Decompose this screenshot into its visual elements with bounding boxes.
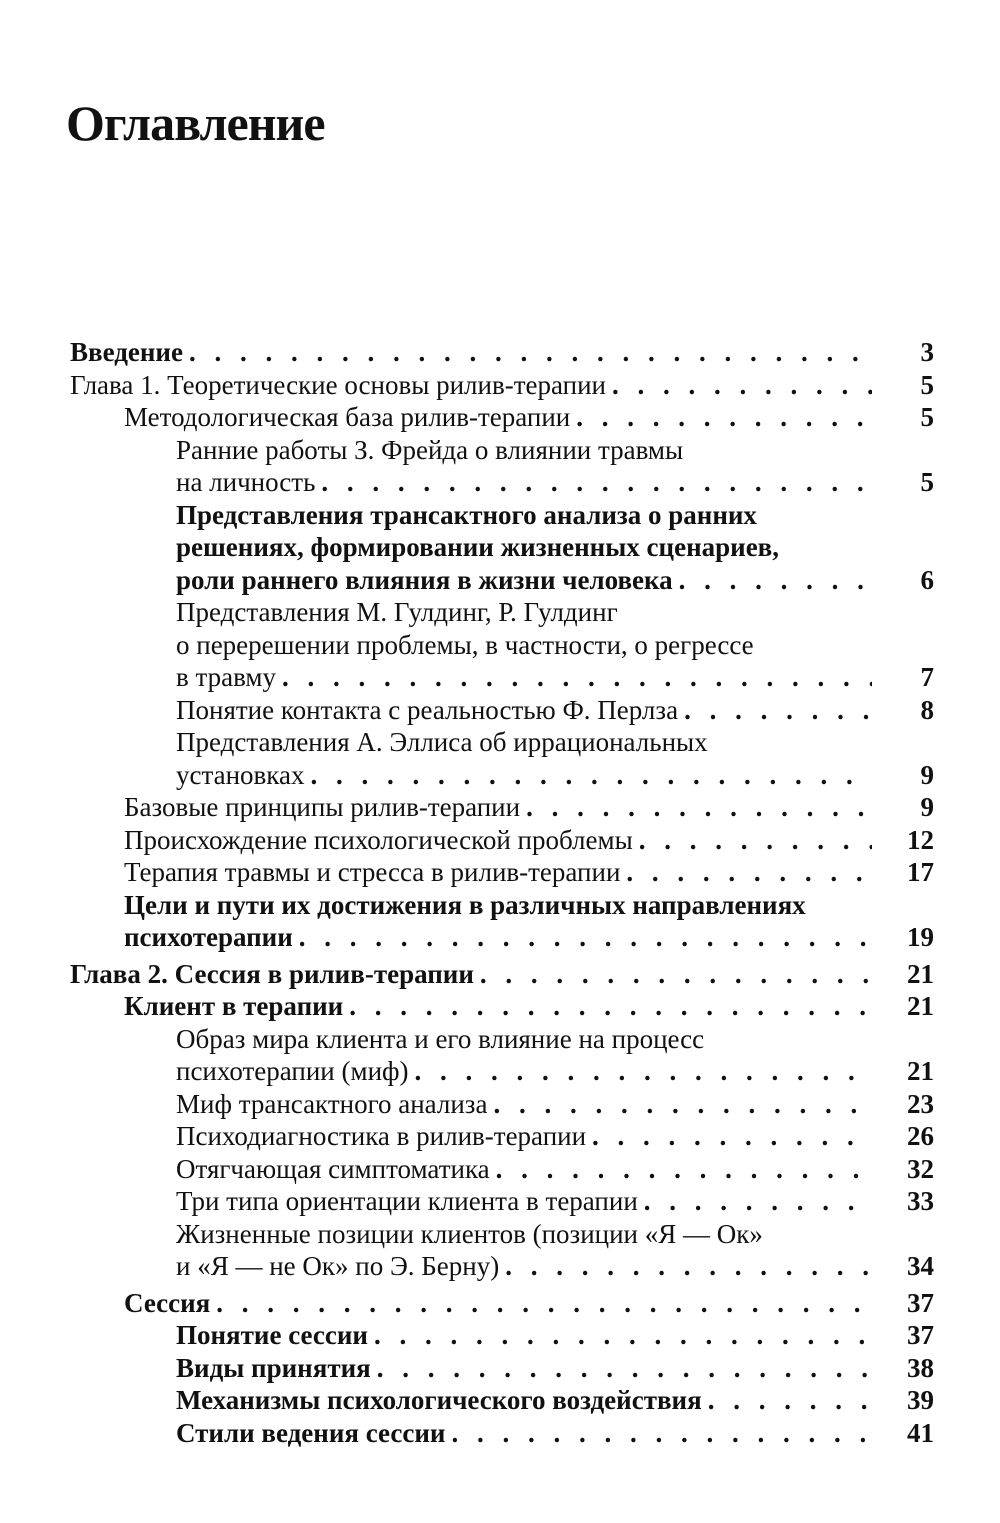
toc-entry-line: Глава 2. Сессия в рилив-терапии	[70, 958, 474, 989]
dot-leader	[377, 1352, 872, 1385]
dot-leader	[493, 1088, 872, 1121]
toc-entry-last-line	[176, 1153, 880, 1186]
toc-entry-line: решениях, формировании жизненных сценариев,	[176, 532, 780, 562]
toc-entry-line: Стили ведения сессии	[176, 1417, 446, 1448]
page-number: 5	[920, 467, 934, 497]
toc-entry-line: Представления М. Гулдинг, Р. Гулдинг	[176, 597, 618, 627]
toc-entry-line: Миф трансактного анализа	[176, 1088, 488, 1119]
dot-leader	[349, 990, 872, 1023]
toc-entry-line: Сессия	[124, 1287, 211, 1318]
toc-entry	[0, 694, 1000, 727]
toc-entry-line: Механизмы психологического воздействия	[176, 1385, 702, 1415]
page-number: 37	[907, 1320, 934, 1350]
toc-entry-last-line	[176, 466, 880, 499]
toc-entry	[0, 1218, 1000, 1283]
toc-entry-line: о перерешении проблемы, в частности, о регрессе	[176, 629, 754, 660]
toc-entry-last-line	[176, 1417, 880, 1450]
dot-leader	[189, 336, 872, 369]
toc-entry-line: Понятие контакта с реальностью Ф. Перлза	[176, 694, 679, 725]
toc-entry-line: Методологическая база рилив-терапии	[124, 402, 571, 432]
toc-entry-line: Представления А. Эллиса об иррациональных	[176, 727, 708, 757]
dot-leader	[374, 1319, 872, 1352]
toc-entry-last-line	[176, 1250, 880, 1283]
toc-entry	[0, 958, 1000, 991]
toc-entry-last-line	[124, 1287, 880, 1320]
toc-entry-last-line	[70, 958, 880, 991]
dot-leader	[282, 661, 872, 694]
page-number: 38	[907, 1352, 934, 1383]
toc-entry-last-line	[70, 369, 880, 402]
toc-entry	[0, 596, 1000, 694]
toc-entry	[0, 1384, 1000, 1417]
page-number: 39	[907, 1385, 934, 1415]
toc-entry	[0, 726, 1000, 791]
toc-entry-last-line	[124, 856, 880, 889]
toc-entry-line: Глава 1. Теоретические основы рилив-терапии	[70, 369, 606, 400]
page-number: 6	[920, 564, 934, 595]
page-number: 34	[907, 1251, 934, 1281]
toc-entry	[0, 1352, 1000, 1385]
toc-entry-last-line	[176, 1352, 880, 1385]
toc-entry-line: в травму	[176, 662, 276, 692]
toc-entry-line: Введение	[70, 337, 183, 367]
table-of-contents	[0, 336, 1000, 1449]
dot-leader	[576, 401, 872, 434]
toc-entry-last-line	[176, 1088, 880, 1121]
toc-entry-last-line	[176, 661, 880, 694]
toc-entry-last-line	[124, 921, 880, 954]
toc-entry-last-line	[124, 401, 880, 434]
toc-entry-last-line	[176, 1384, 880, 1417]
toc-entry	[0, 856, 1000, 889]
page-number: 33	[907, 1186, 934, 1216]
toc-entry-last-line	[176, 1120, 880, 1153]
toc-entry-last-line	[176, 1055, 880, 1088]
dot-leader	[299, 921, 872, 954]
toc-entry	[0, 1287, 1000, 1320]
toc-entry-line: Базовые принципы рилив-терапии	[124, 792, 521, 822]
dot-leader	[708, 1384, 872, 1417]
page-number: 32	[907, 1153, 934, 1184]
dot-leader	[496, 1153, 872, 1186]
toc-entry	[0, 336, 1000, 369]
dot-leader	[639, 824, 872, 857]
dot-leader	[626, 856, 872, 889]
toc-entry-line: Психодиагностика в рилив-терапии	[176, 1121, 587, 1151]
toc-entry	[0, 1088, 1000, 1121]
toc-entry-line: установках	[176, 759, 305, 790]
toc-entry-line: роли раннего влияния в жизни человека	[176, 564, 673, 595]
toc-entry-line: Клиент в терапии	[124, 991, 344, 1021]
toc-entry	[0, 824, 1000, 857]
toc-entry	[0, 1319, 1000, 1352]
toc-entry	[0, 791, 1000, 824]
page-number: 9	[920, 792, 934, 822]
toc-entry	[0, 1023, 1000, 1088]
page-number: 9	[920, 759, 934, 790]
dot-leader	[592, 1120, 872, 1153]
page-number: 3	[920, 337, 934, 367]
toc-entry-line: и «Я — не Ок» по Э. Берну)	[176, 1251, 500, 1281]
toc-entry	[0, 1153, 1000, 1186]
page-number: 19	[907, 922, 934, 952]
toc-entry-last-line	[124, 990, 880, 1023]
page-number: 8	[920, 694, 934, 725]
toc-entry	[0, 369, 1000, 402]
toc-entry-line: Образ мира клиента и его влияние на процесс	[176, 1023, 705, 1054]
page-number: 21	[907, 1056, 934, 1086]
dot-leader	[644, 1185, 872, 1218]
toc-entry-line: Виды принятия	[176, 1352, 371, 1383]
toc-entry	[0, 434, 1000, 499]
toc-entry-last-line	[70, 336, 880, 369]
toc-entry-line: психотерапии	[124, 922, 293, 952]
toc-entry	[0, 1185, 1000, 1218]
dot-leader	[684, 694, 872, 727]
toc-entry	[0, 990, 1000, 1023]
toc-entry-line: на личность	[176, 467, 316, 497]
toc-entry-last-line	[176, 759, 880, 792]
toc-entry	[0, 401, 1000, 434]
page-number: 12	[907, 824, 934, 855]
page-number: 5	[920, 402, 934, 432]
toc-entry-line: Понятие сессии	[176, 1320, 368, 1350]
dot-leader	[526, 791, 872, 824]
toc-entry-last-line	[176, 1319, 880, 1352]
toc-entry-line: Ранние работы З. Фрейда о влиянии травмы	[176, 434, 684, 465]
toc-entry	[0, 1120, 1000, 1153]
page-number: 37	[907, 1287, 934, 1318]
toc-entry-last-line	[124, 824, 880, 857]
page-number: 21	[907, 991, 934, 1021]
page-number: 17	[907, 857, 934, 887]
toc-entry-line: Отягчающая симптоматика	[176, 1153, 490, 1184]
toc-entry-line: Три типа ориентации клиента в терапии	[176, 1186, 638, 1216]
toc-entry-line: Терапия травмы и стресса в рилив-терапии	[124, 857, 621, 887]
toc-entry-last-line	[124, 791, 880, 824]
page-number: 21	[907, 958, 934, 989]
page-number: 26	[907, 1121, 934, 1151]
page-number: 7	[920, 662, 934, 692]
toc-entry	[0, 499, 1000, 597]
toc-entry-line: Представления трансактного анализа о ранних	[176, 499, 757, 530]
toc-entry-line: Происхождение психологической проблемы	[124, 824, 633, 855]
dot-leader	[415, 1055, 872, 1088]
toc-entry-last-line	[176, 1185, 880, 1218]
toc-entry	[0, 1417, 1000, 1450]
dot-leader	[321, 466, 872, 499]
dot-leader	[451, 1417, 872, 1450]
dot-leader	[505, 1250, 872, 1283]
toc-entry-line: Цели и пути их достижения в различных направлениях	[124, 889, 806, 920]
page-number: 5	[920, 369, 934, 400]
dot-leader	[216, 1287, 872, 1320]
dot-leader	[311, 759, 873, 792]
page-number: 23	[907, 1088, 934, 1119]
toc-entry-last-line	[176, 564, 880, 597]
toc-entry-last-line	[176, 694, 880, 727]
toc-entry-line: Жизненные позиции клиентов (позиции «Я — Ок»	[176, 1218, 763, 1249]
toc-entry-line: психотерапии (миф)	[176, 1056, 409, 1086]
toc-entry	[0, 889, 1000, 954]
dot-leader	[612, 369, 872, 402]
page-title: Оглавление	[66, 95, 325, 151]
dot-leader	[679, 564, 872, 597]
dot-leader	[480, 958, 872, 991]
page-number: 41	[907, 1417, 934, 1448]
